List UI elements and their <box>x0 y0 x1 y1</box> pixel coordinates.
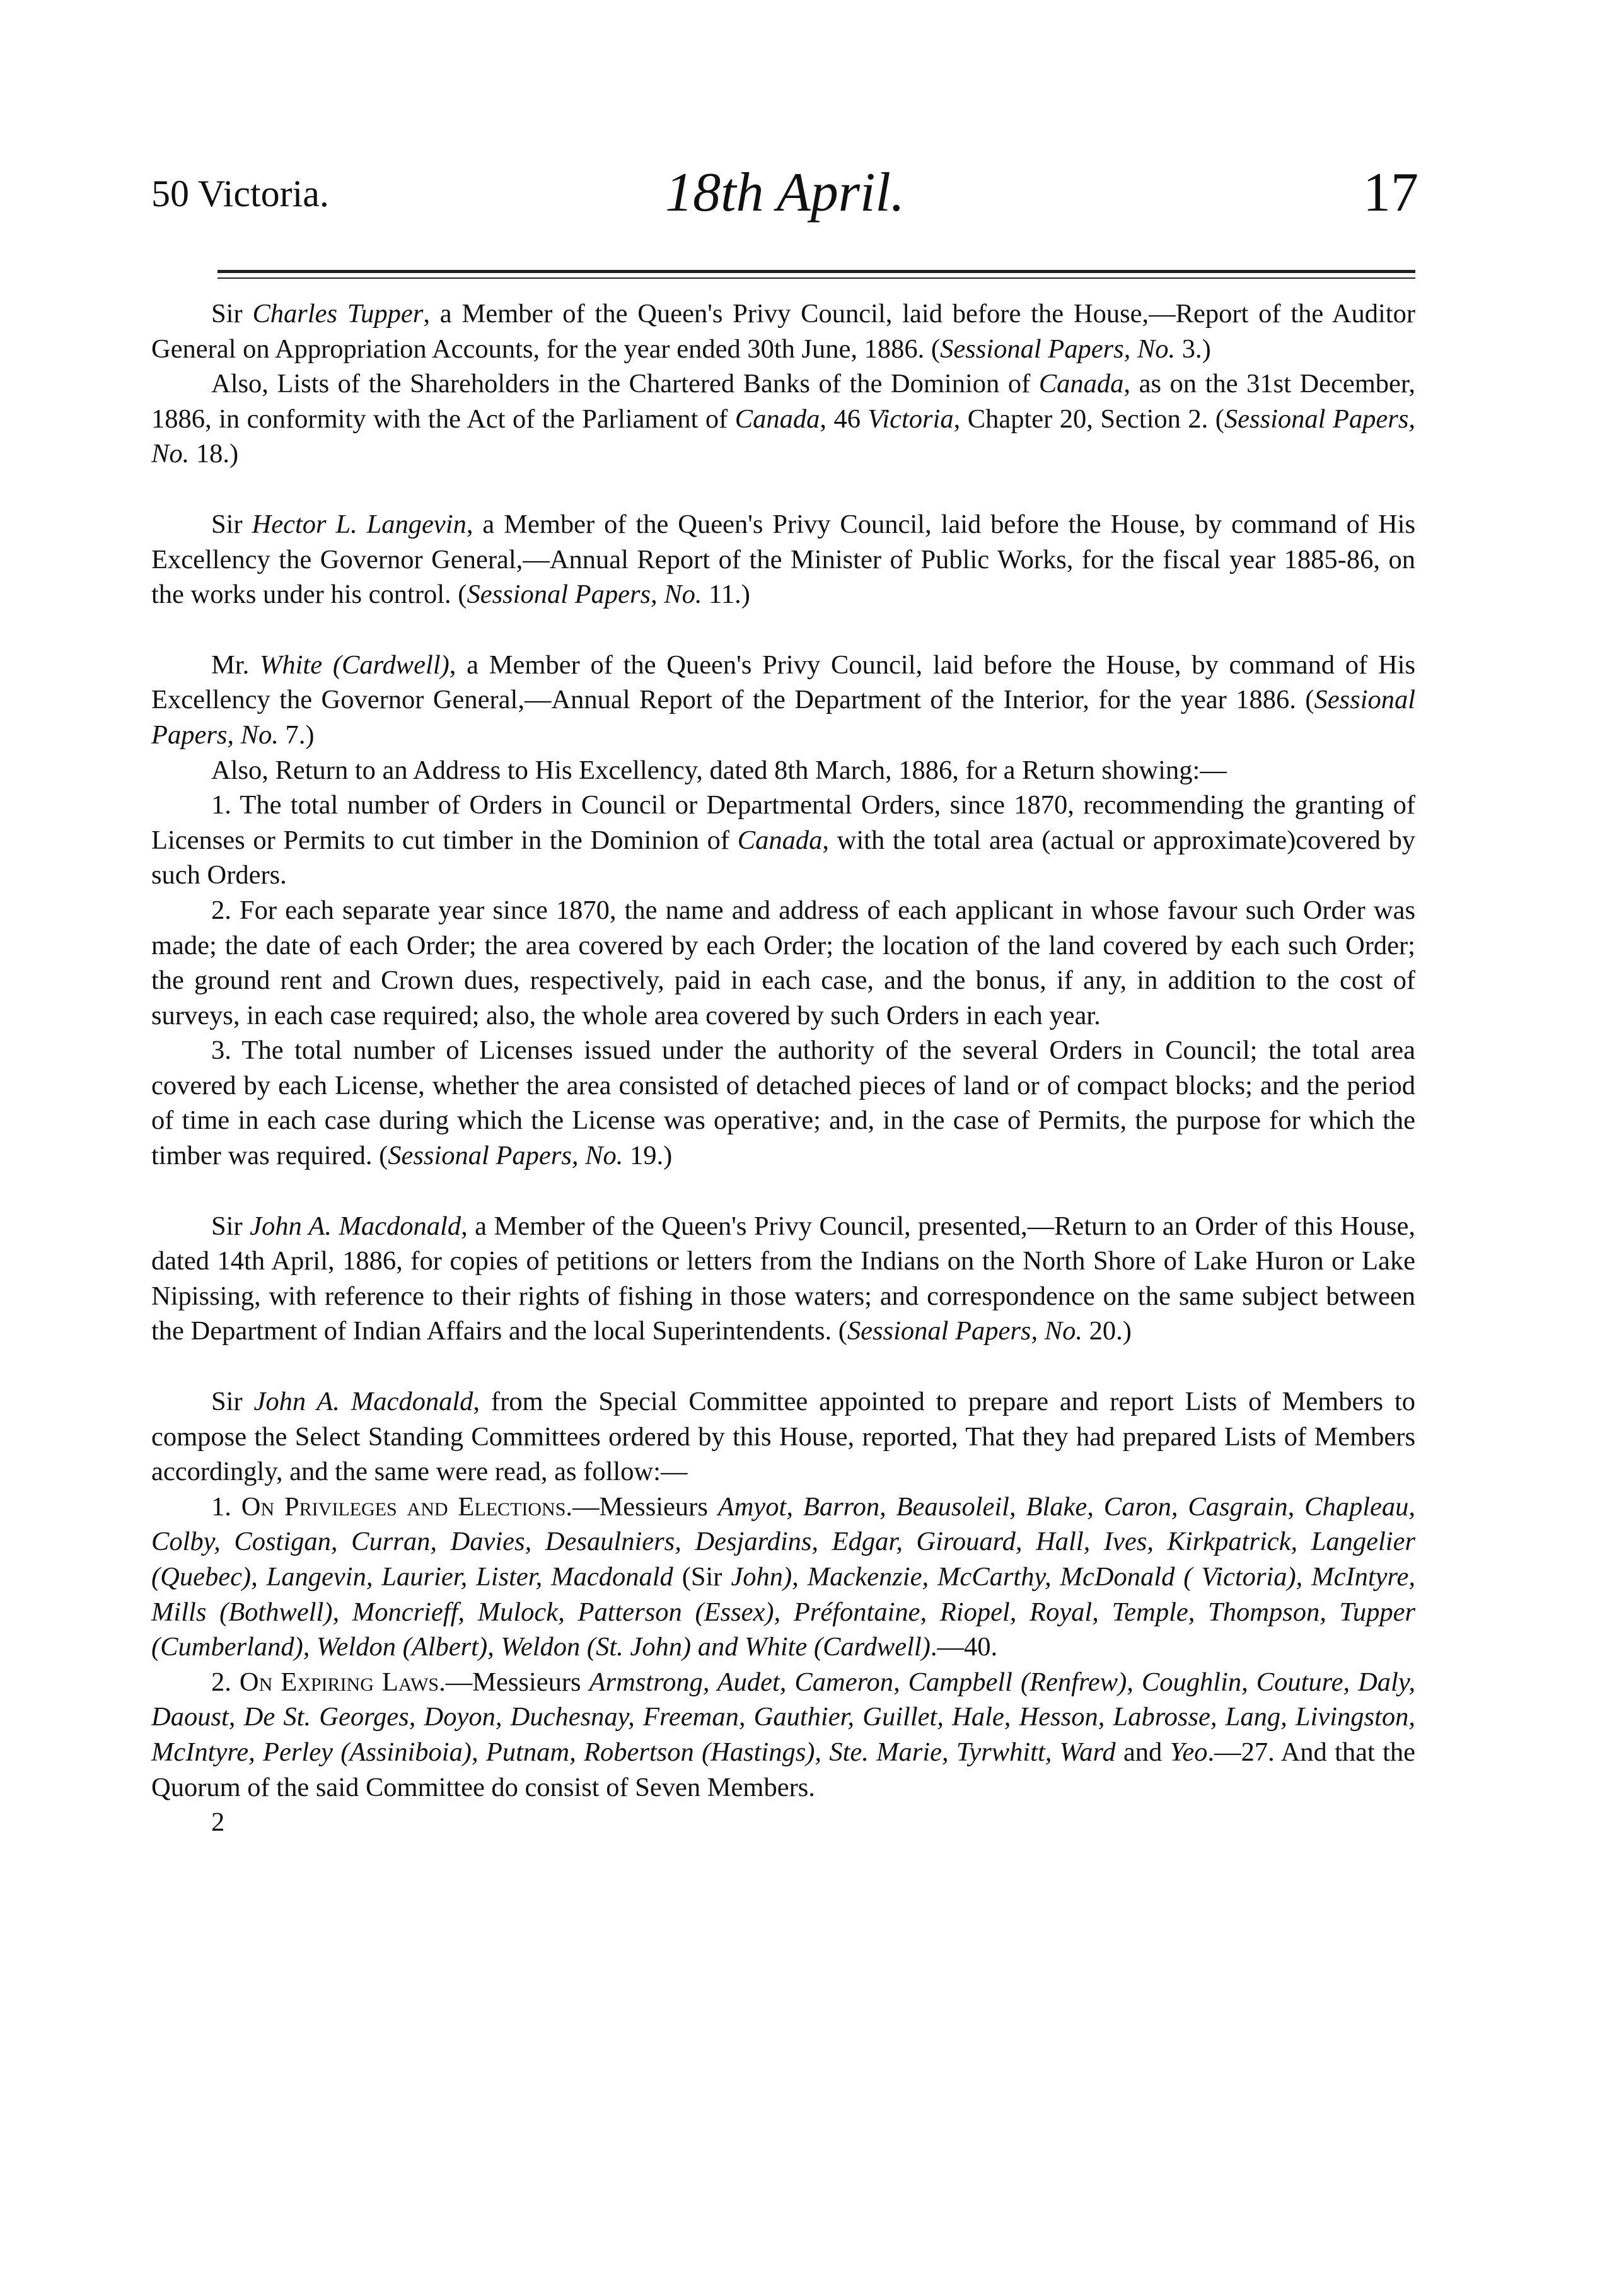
paragraph-privileges-elections: 1. On Privileges and Elections.—Messieurs Amyot, Barron, Beausoleil, Blake, Caron, Casgrain, Chapleau, Colby, Costigan, Curran, Davies, Desaulniers, Desjardins, Edgar, Girouard, Hall, Ives, Kirkpatrick, Langelier (Quebec), Langevin, Laurier, Lister, Macdonald (Sir John), Mackenzie, McCarthy, McDonald ( Victoria), McIntyre, Mills (Bothwell), Moncrieff, Mulock, Patterson (Essex), Préfontaine, Riopel, Royal, Temple, Thompson, Tupper (Cumberland), Weldon (Albert), Weldon (St. John) and White (Cardwell).—40. <box>151 1491 1416 1662</box>
paragraph-item-1: 1. The total number of Orders in Council or Departmental Orders, since 1870, recommending the granting of Licenses or Permits to cut timber in the Dominion of Canada, with the total area (actual or approximate)covered by such Orders. <box>151 790 1415 890</box>
header-rule <box>218 270 1415 273</box>
paragraph-return-address: Also, Return to an Address to His Excellency, dated 8th March, 1886, for a Return showing:— <box>211 755 1227 785</box>
page-header <box>151 161 1418 236</box>
page-number: 17 <box>1363 162 1418 223</box>
paragraph-expiring-laws: 2. On Expiring Laws.—Messieurs Armstrong, Audet, Cameron, Campbell (Renfrew), Coughlin, Couture, Daly, Daoust, De St. Georges, Doyon, Duchesnay, Freeman, Gauthier, Guillet, Hale, Hesson, Labrosse, Lang, Livingston, McIntyre, Perley (Assiniboia), Putnam, Robertson (Hastings), Ste. Marie, Tyrwhitt, Ward and Yeo.—27. And that the Quorum of the said Committee do consist of Seven Members. <box>151 1667 1415 1802</box>
page-body <box>151 296 1415 1840</box>
paragraph-item-2: 2. For each separate year since 1870, the name and address of each applicant in whose favour such Order was made; the date of each Order; the area covered by each Order; the location of the land covered by each such Order; the ground rent and Crown dues, respectively, paid in each case, and the bonus, if any, in addition to the cost of surveys, in each case required; also, the whole area covered by such Orders in each year. <box>151 895 1415 1030</box>
paragraph-langevin-report: Sir Hector L. Langevin, a Member of the Queen's Privy Council, laid before the House, by command of His Excellency the Governor General,—Annual Report of the Minister of Public Works, for the fiscal year 1885-86, on the works under his control. (Sessional Papers, No. 11.) <box>151 509 1415 610</box>
paragraph-white-report: Mr. White (Cardwell), a Member of the Queen's Privy Council, laid before the House, by command of His Excellency the Governor General,—Annual Report of the Department of the Interior, for the year 1886. (Sessional Papers, No. 7.) <box>151 650 1415 750</box>
paragraph-item-3: 3. The total number of Licenses issued under the authority of the several Orders in Council; the total area covered by each License, whether the area consisted of detached pieces of land or of compact blocks; and the period of time in each case during which the License was operative; and, in the case of Permits, the purpose for which the timber was required. (Sessional Papers, No. 19.) <box>151 1035 1415 1171</box>
header-rule-thin <box>218 277 1415 279</box>
session-label: 50 Victoria. <box>151 173 329 214</box>
signature-mark: 2 <box>211 1807 225 1838</box>
page-date: 18th April. <box>665 162 905 223</box>
paragraph-shareholders: Also, Lists of the Shareholders in the Chartered Banks of the Dominion of Canada, as on the 31st December, 1886, in conformity with the Act of the Parliament of Canada, 46 Victoria, Chapter 20, Section 2. (Sessional Papers, No. 18.) <box>151 369 1416 469</box>
paragraph-committee-report: Sir John A. Macdonald, from the Special Committee appointed to prepare and report Lists of Members to compose the Select Standing Committees ordered by this House, reported, That they had prepared Lists of Members accordingly, and the same were read, as follow:— <box>151 1387 1415 1487</box>
paragraph-tupper-report: Sir Charles Tupper, a Member of the Queen's Privy Council, laid before the House,—Report of the Auditor General on Appropriation Accounts, for the year ended 30th June, 1886. (Sessional Papers, No. 3.) <box>151 299 1415 364</box>
paragraph-macdonald-return: Sir John A. Macdonald, a Member of the Queen's Privy Council, presented,—Return to an Order of this House, dated 14th April, 1886, for copies of petitions or letters from the Indians on the North Shore of Lake Huron or Lake Nipissing, with reference to their rights of fishing in those waters; and correspondence on the same subject between the Department of Indian Affairs and the local Superintendents. (Sessional Papers, No. 20.) <box>151 1211 1415 1346</box>
